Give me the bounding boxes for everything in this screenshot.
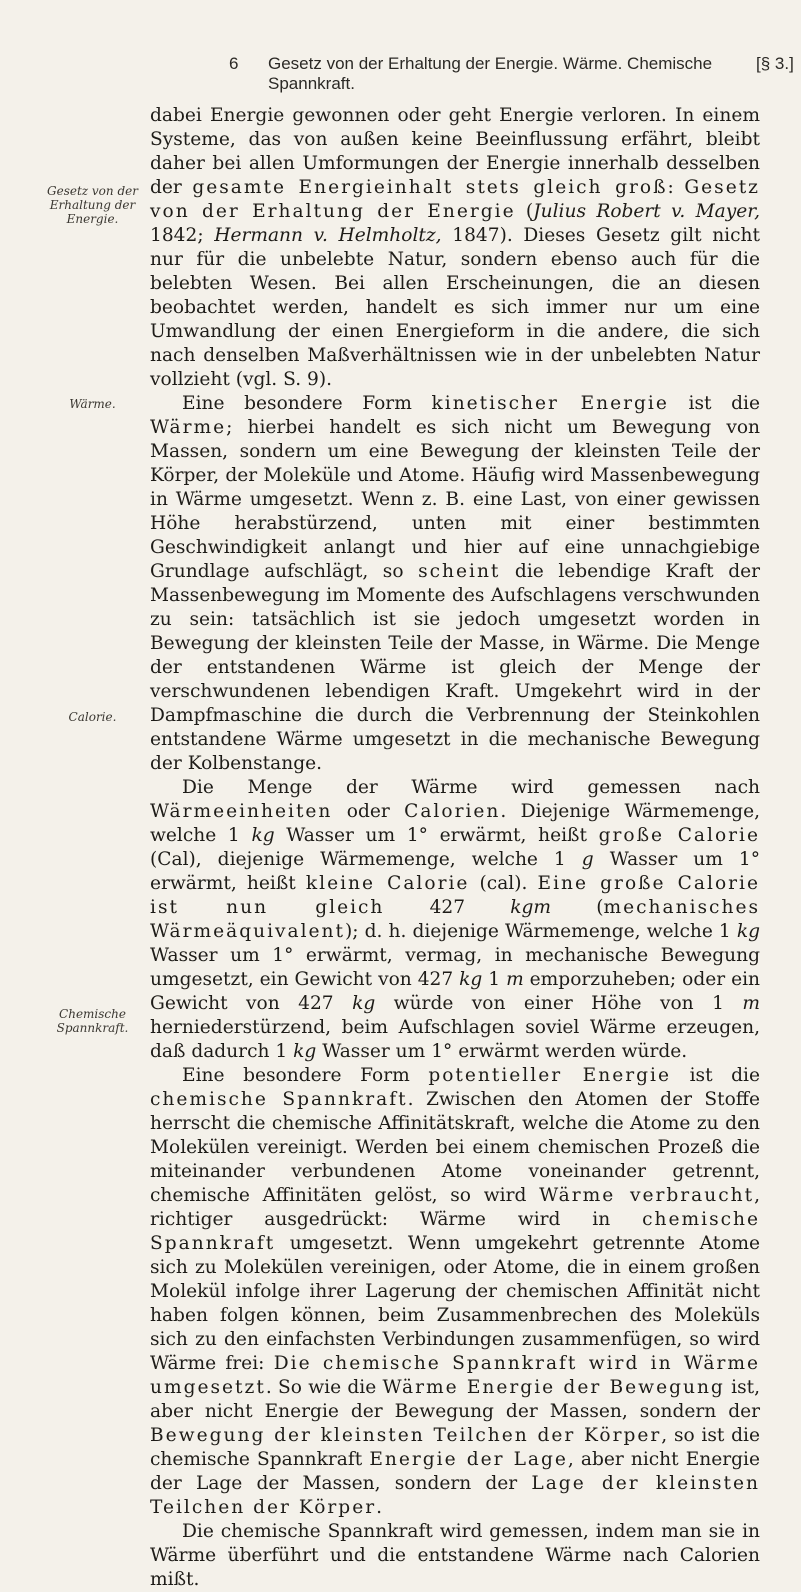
paragraph-measurement: Die chemische Spannkraft wird gemessen, indem man sie in Wärme überführt und die entstandene Wärme nach Calorien mißt.: [150, 1521, 760, 1590]
body-text: [150, 104, 760, 1592]
running-header: [0, 54, 801, 93]
paragraph-energy-conservation: dabei Energie gewonnen oder geht Energie verloren. In einem Systeme, das von außen keine Beeinflussung erfährt, bleibt daher bei allen Umformungen der Energie innerhalb desselben der gesamte Energieinhalt stets gleich groß: Gesetz von der Erhaltung der Energie (Julius Robert v. Mayer, 1842; Hermann v. Helmholtz, 1847). Dieses Gesetz gilt nicht nur für die unbelebte Natur, sondern ebenso auch für die belebten Wesen. Bei allen Erscheinungen, die an diesen beobachtet werden, handelt es sich immer nur um eine Umwandlung der einen Energieform in die andere, die sich nach denselben Maßverhältnissen wie in der unbelebten Natur vollzieht (vgl. S. 9).: [150, 105, 760, 390]
section-number: [§ 3.]: [756, 54, 794, 73]
margin-note-calorie: Calorie.: [68, 710, 117, 724]
margin-note-chemical-tension: Chemische Spannkraft.: [56, 1007, 129, 1035]
margin-note-heat: Wärme.: [69, 397, 116, 411]
paragraph-chemical-tension: Eine besondere Form potentieller Energie ist die chemische Spannkraft. Zwischen den Atomen der Stoffe herrscht die chemische Affinitätskraft, welche die Atome zu den Molekülen vereinigt. Werden bei einem chemischen Prozeß die miteinander verbundenen Atome voneinander getrennt, chemische Affinitäten gelöst, so wird Wärme verbraucht, richtiger ausgedrückt: Wärme wird in chemische Spannkraft umgesetzt. Wenn umgekehrt getrennte Atome sich zu Molekülen vereinigen, oder Atome, die in einem großen Molekül infolge ihrer Lagerung der chemischen Affinität nicht haben folgen können, beim Zusammenbrechen des Moleküls sich zu den einfachsten Verbindungen zusammenfügen, so wird Wärme frei: Die chemische Spannkraft wird in Wärme umgesetzt. So wie die Wärme Energie der Bewegung ist, aber nicht Energie der Bewegung der Massen, sondern der Bewegung der kleinsten Teilchen der Körper, so ist die chemische Spannkraft Energie der Lage, aber nicht Energie der Lage der Massen, sondern der Lage der kleinsten Teilchen der Körper.: [150, 1065, 760, 1518]
margin-note-energy-conservation: Gesetz von der Erhaltung der Energie.: [47, 184, 138, 226]
page-number: 6: [229, 54, 239, 73]
paragraph-calorie: Die Menge der Wärme wird gemessen nach Wärmeeinheiten oder Calorien. Diejenige Wärmemenge, welche 1 kg Wasser um 1° erwärmt, heißt große Calorie (Cal), diejenige Wärmemenge, welche 1 g Wasser um 1° erwärmt, heißt kleine Calorie (cal). Eine große Calorie ist nun gleich 427 kgm (mechanisches Wärmeäquivalent); d. h. diejenige Wärmemenge, welche 1 kg Wasser um 1° erwärmt, vermag, in mechanische Bewegung umgesetzt, ein Gewicht von 427 kg 1 m emporzuheben; oder ein Gewicht von 427 kg würde von einer Höhe von 1 m herniederstürzend, beim Aufschlagen soviel Wärme erzeugen, daß dadurch 1 kg Wasser um 1° erwärmt werden würde.: [150, 777, 761, 1062]
paragraph-heat: Eine besondere Form kinetischer Energie ist die Wärme; hierbei handelt es sich nicht um Bewegung von Massen, sondern um eine Bewegung der kleinsten Teile der Körper, der Moleküle und Atome. Häufig wird Massenbewegung in Wärme umgesetzt. Wenn z. B. eine Last, von einer gewissen Höhe herabstürzend, unten mit einer bestimmten Geschwindigkeit anlangt und hier auf eine unnachgiebige Grundlage aufschlägt, so scheint die lebendige Kraft der Massenbewegung im Momente des Aufschlagens verschwunden zu sein: tatsächlich ist sie jedoch umgesetzt worden in Bewegung der kleinsten Teile der Masse, in Wärme. Die Menge der entstandenen Wärme ist gleich der Menge der verschwundenen lebendigen Kraft. Umgekehrt wird in der Dampfmaschine die durch die Verbrennung der Steinkohlen entstandene Wärme umgesetzt in die mechanische Bewegung der Kolbenstange.: [150, 393, 760, 774]
running-title: Gesetz von der Erhaltung der Energie. Wärme. Chemische Spannkraft.: [268, 54, 713, 93]
